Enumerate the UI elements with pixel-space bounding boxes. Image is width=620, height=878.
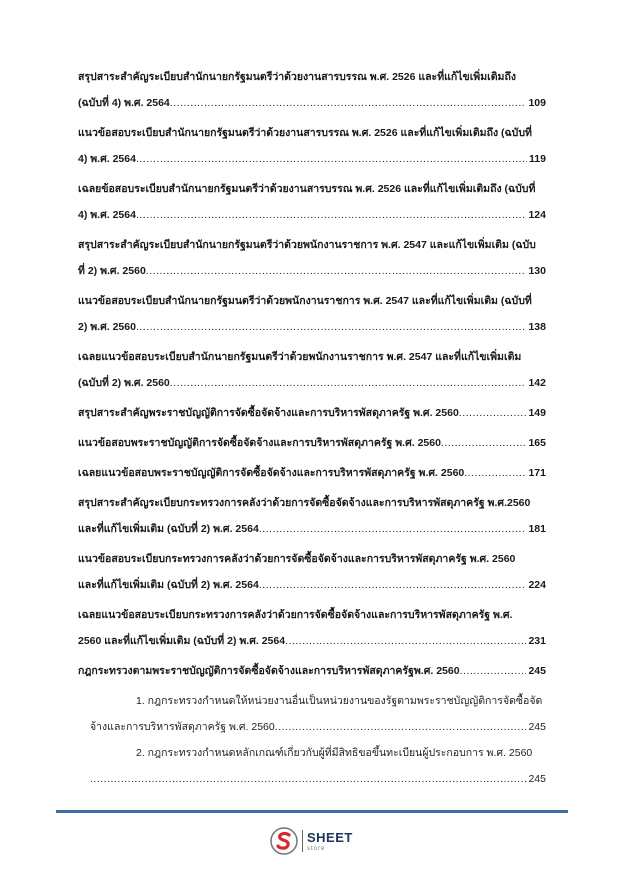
sheet-store-logo — [270, 826, 353, 856]
leader-dots — [259, 572, 527, 598]
leader-dots — [459, 400, 527, 426]
toc-entry-title: แนวข้อสอบระเบียบสำนักนายกรัฐมนตรีว่าด้วยงานสารบรรณ พ.ศ. 2526 และที่แก้ไขเพิ่มเติมถึง (ฉบับที่ — [78, 127, 532, 139]
toc-page-number: 124 — [528, 209, 546, 221]
toc-sub-entry-title-cont: จ้างและการบริหารพัสดุภาครัฐ พ.ศ. 2560 — [90, 721, 275, 733]
toc-entry-title-cont: และที่แก้ไขเพิ่มเติม (ฉบับที่ 2) พ.ศ. 2564 — [78, 579, 259, 591]
toc-entry-title: สรุปสาระสำคัญระเบียบกระทรวงการคลังว่าด้วยการจัดซื้อจัดจ้างและการบริหารพัสดุภาครัฐ พ.ศ.2560 — [78, 497, 531, 509]
toc-entry-title: สรุปสาระสำคัญระเบียบสำนักนายกรัฐมนตรีว่าด้วยพนักงานราชการ พ.ศ. 2547 และแก้ไขเพิ่มเติม (ฉบับ — [78, 239, 536, 251]
toc-page-number: 245 — [528, 665, 546, 677]
toc-entry-title-cont: (ฉบับที่ 2) พ.ศ. 2560 — [78, 377, 170, 389]
toc-page-number: 245 — [528, 721, 546, 733]
toc-page-number: 109 — [528, 97, 546, 109]
toc-entry[interactable] — [78, 546, 546, 598]
toc-entry-title-cont: (ฉบับที่ 4) พ.ศ. 2564 — [78, 97, 170, 109]
toc-entry-title: เฉลยแนวข้อสอบระเบียบกระทรวงการคลังว่าด้วยการจัดซื้อจัดจ้างและการบริหารพัสดุภาครัฐ พ.ศ. — [78, 609, 513, 621]
toc-page-number: 130 — [528, 265, 546, 277]
leader-dots — [464, 460, 526, 486]
table-of-contents — [78, 64, 546, 792]
toc-page-number: 245 — [528, 773, 546, 785]
leader-dots — [170, 90, 527, 116]
toc-entry[interactable] — [78, 658, 546, 684]
toc-page-number: 138 — [528, 321, 546, 333]
leader-dots — [136, 314, 527, 340]
leader-dots — [136, 202, 527, 228]
leader-dots — [146, 258, 527, 284]
toc-entry-title-cont: 2560 และที่แก้ไขเพิ่มเติม (ฉบับที่ 2) พ.ศ. 2564 — [78, 635, 286, 647]
leader-dots — [285, 628, 526, 654]
toc-sub-entry[interactable] — [78, 688, 546, 740]
toc-entry[interactable] — [78, 232, 546, 284]
toc-page-number: 149 — [528, 407, 546, 419]
toc-page-number: 224 — [528, 579, 546, 591]
toc-entry[interactable] — [78, 602, 546, 654]
logo-divider — [302, 830, 303, 852]
logo-subword: store — [307, 845, 326, 852]
toc-entry[interactable] — [78, 344, 546, 396]
toc-page-number: 142 — [528, 377, 546, 389]
toc-entry-title-cont: ที่ 2) พ.ศ. 2560 — [78, 265, 146, 277]
logo-word: SHEET — [307, 829, 353, 845]
leader-dots — [275, 714, 527, 740]
toc-entry-title-cont: และที่แก้ไขเพิ่มเติม (ฉบับที่ 2) พ.ศ. 2564 — [78, 523, 259, 535]
toc-entry[interactable] — [78, 400, 546, 426]
toc-entry-title: แนวข้อสอบพระราชบัญญัติการจัดซื้อจัดจ้างและการบริหารพัสดุภาครัฐ พ.ศ. 2560 — [78, 437, 441, 449]
toc-entry[interactable] — [78, 430, 546, 456]
toc-entry[interactable] — [78, 288, 546, 340]
leader-dots — [170, 370, 527, 396]
toc-entry-title: กฎกระทรวงตามพระราชบัญญัติการจัดซื้อจัดจ้างและการบริหารพัสดุภาครัฐพ.ศ. 2560 — [78, 665, 460, 677]
toc-entry[interactable] — [78, 490, 546, 542]
leader-dots — [460, 658, 527, 684]
toc-sub-entry-title: 1. กฎกระทรวงกำหนดให้หน่วยงานอื่นเป็นหน่วยงานของรัฐตามพระราชบัญญัติการจัดซื้อจัด — [136, 695, 543, 707]
toc-entry-title: เฉลยแนวข้อสอบพระราชบัญญัติการจัดซื้อจัดจ้างและการบริหารพัสดุภาครัฐ พ.ศ. 2560 — [78, 467, 465, 479]
toc-page-number: 165 — [528, 437, 546, 449]
leader-dots — [259, 516, 527, 542]
toc-page-number: 119 — [529, 153, 546, 165]
toc-entry-title-cont: 4) พ.ศ. 2564 — [78, 153, 136, 165]
toc-entry-title: แนวข้อสอบระเบียบสำนักนายกรัฐมนตรีว่าด้วยพนักงานราชการ พ.ศ. 2547 และที่แก้ไขเพิ่มเติม (ฉบับที่ — [78, 295, 532, 307]
toc-entry-title-cont: 4) พ.ศ. 2564 — [78, 209, 136, 221]
toc-entry[interactable] — [78, 120, 546, 172]
toc-entry[interactable] — [78, 176, 546, 228]
toc-page-number: 171 — [528, 467, 546, 479]
leader-dots — [441, 430, 527, 456]
leader-dots — [136, 146, 527, 172]
toc-entry-title: เฉลยแนวข้อสอบระเบียบสำนักนายกรัฐมนตรีว่าด้วยพนักงานราชการ พ.ศ. 2547 และที่แก้ไขเพิ่มเติม — [78, 351, 522, 363]
toc-entry-title: แนวข้อสอบระเบียบกระทรวงการคลังว่าด้วยการจัดซื้อจัดจ้างและการบริหารพัสดุภาครัฐ พ.ศ. 2560 — [78, 553, 516, 565]
footer-divider — [56, 810, 568, 813]
leader-dots — [90, 766, 526, 792]
toc-sub-entry[interactable] — [78, 740, 546, 792]
toc-page-number: 231 — [528, 635, 546, 647]
toc-sub-entry-title: 2. กฎกระทรวงกำหนดหลักเกณฑ์เกี่ยวกับผู้ที่มีสิทธิขอขึ้นทะเบียนผู้ประกอบการ พ.ศ. 2560 — [136, 747, 533, 759]
toc-entry-title: สรุปสาระสำคัญพระราชบัญญัติการจัดซื้อจัดจ้างและการบริหารพัสดุภาครัฐ พ.ศ. 2560 — [78, 407, 459, 419]
toc-entry-title: สรุปสาระสำคัญระเบียบสำนักนายกรัฐมนตรีว่าด้วยงานสารบรรณ พ.ศ. 2526 และที่แก้ไขเพิ่มเติมถึง — [78, 71, 516, 83]
toc-entry[interactable] — [78, 64, 546, 116]
toc-entry-title-cont: 2) พ.ศ. 2560 — [78, 321, 136, 333]
toc-page-number: 181 — [528, 523, 546, 535]
sheet-store-logo-icon — [270, 827, 298, 855]
toc-entry[interactable] — [78, 460, 546, 486]
logo-text — [307, 831, 353, 852]
toc-entry-title: เฉลยข้อสอบระเบียบสำนักนายกรัฐมนตรีว่าด้วยงานสารบรรณ พ.ศ. 2526 และที่แก้ไขเพิ่มเติมถึง (ฉบับที่ — [78, 183, 536, 195]
